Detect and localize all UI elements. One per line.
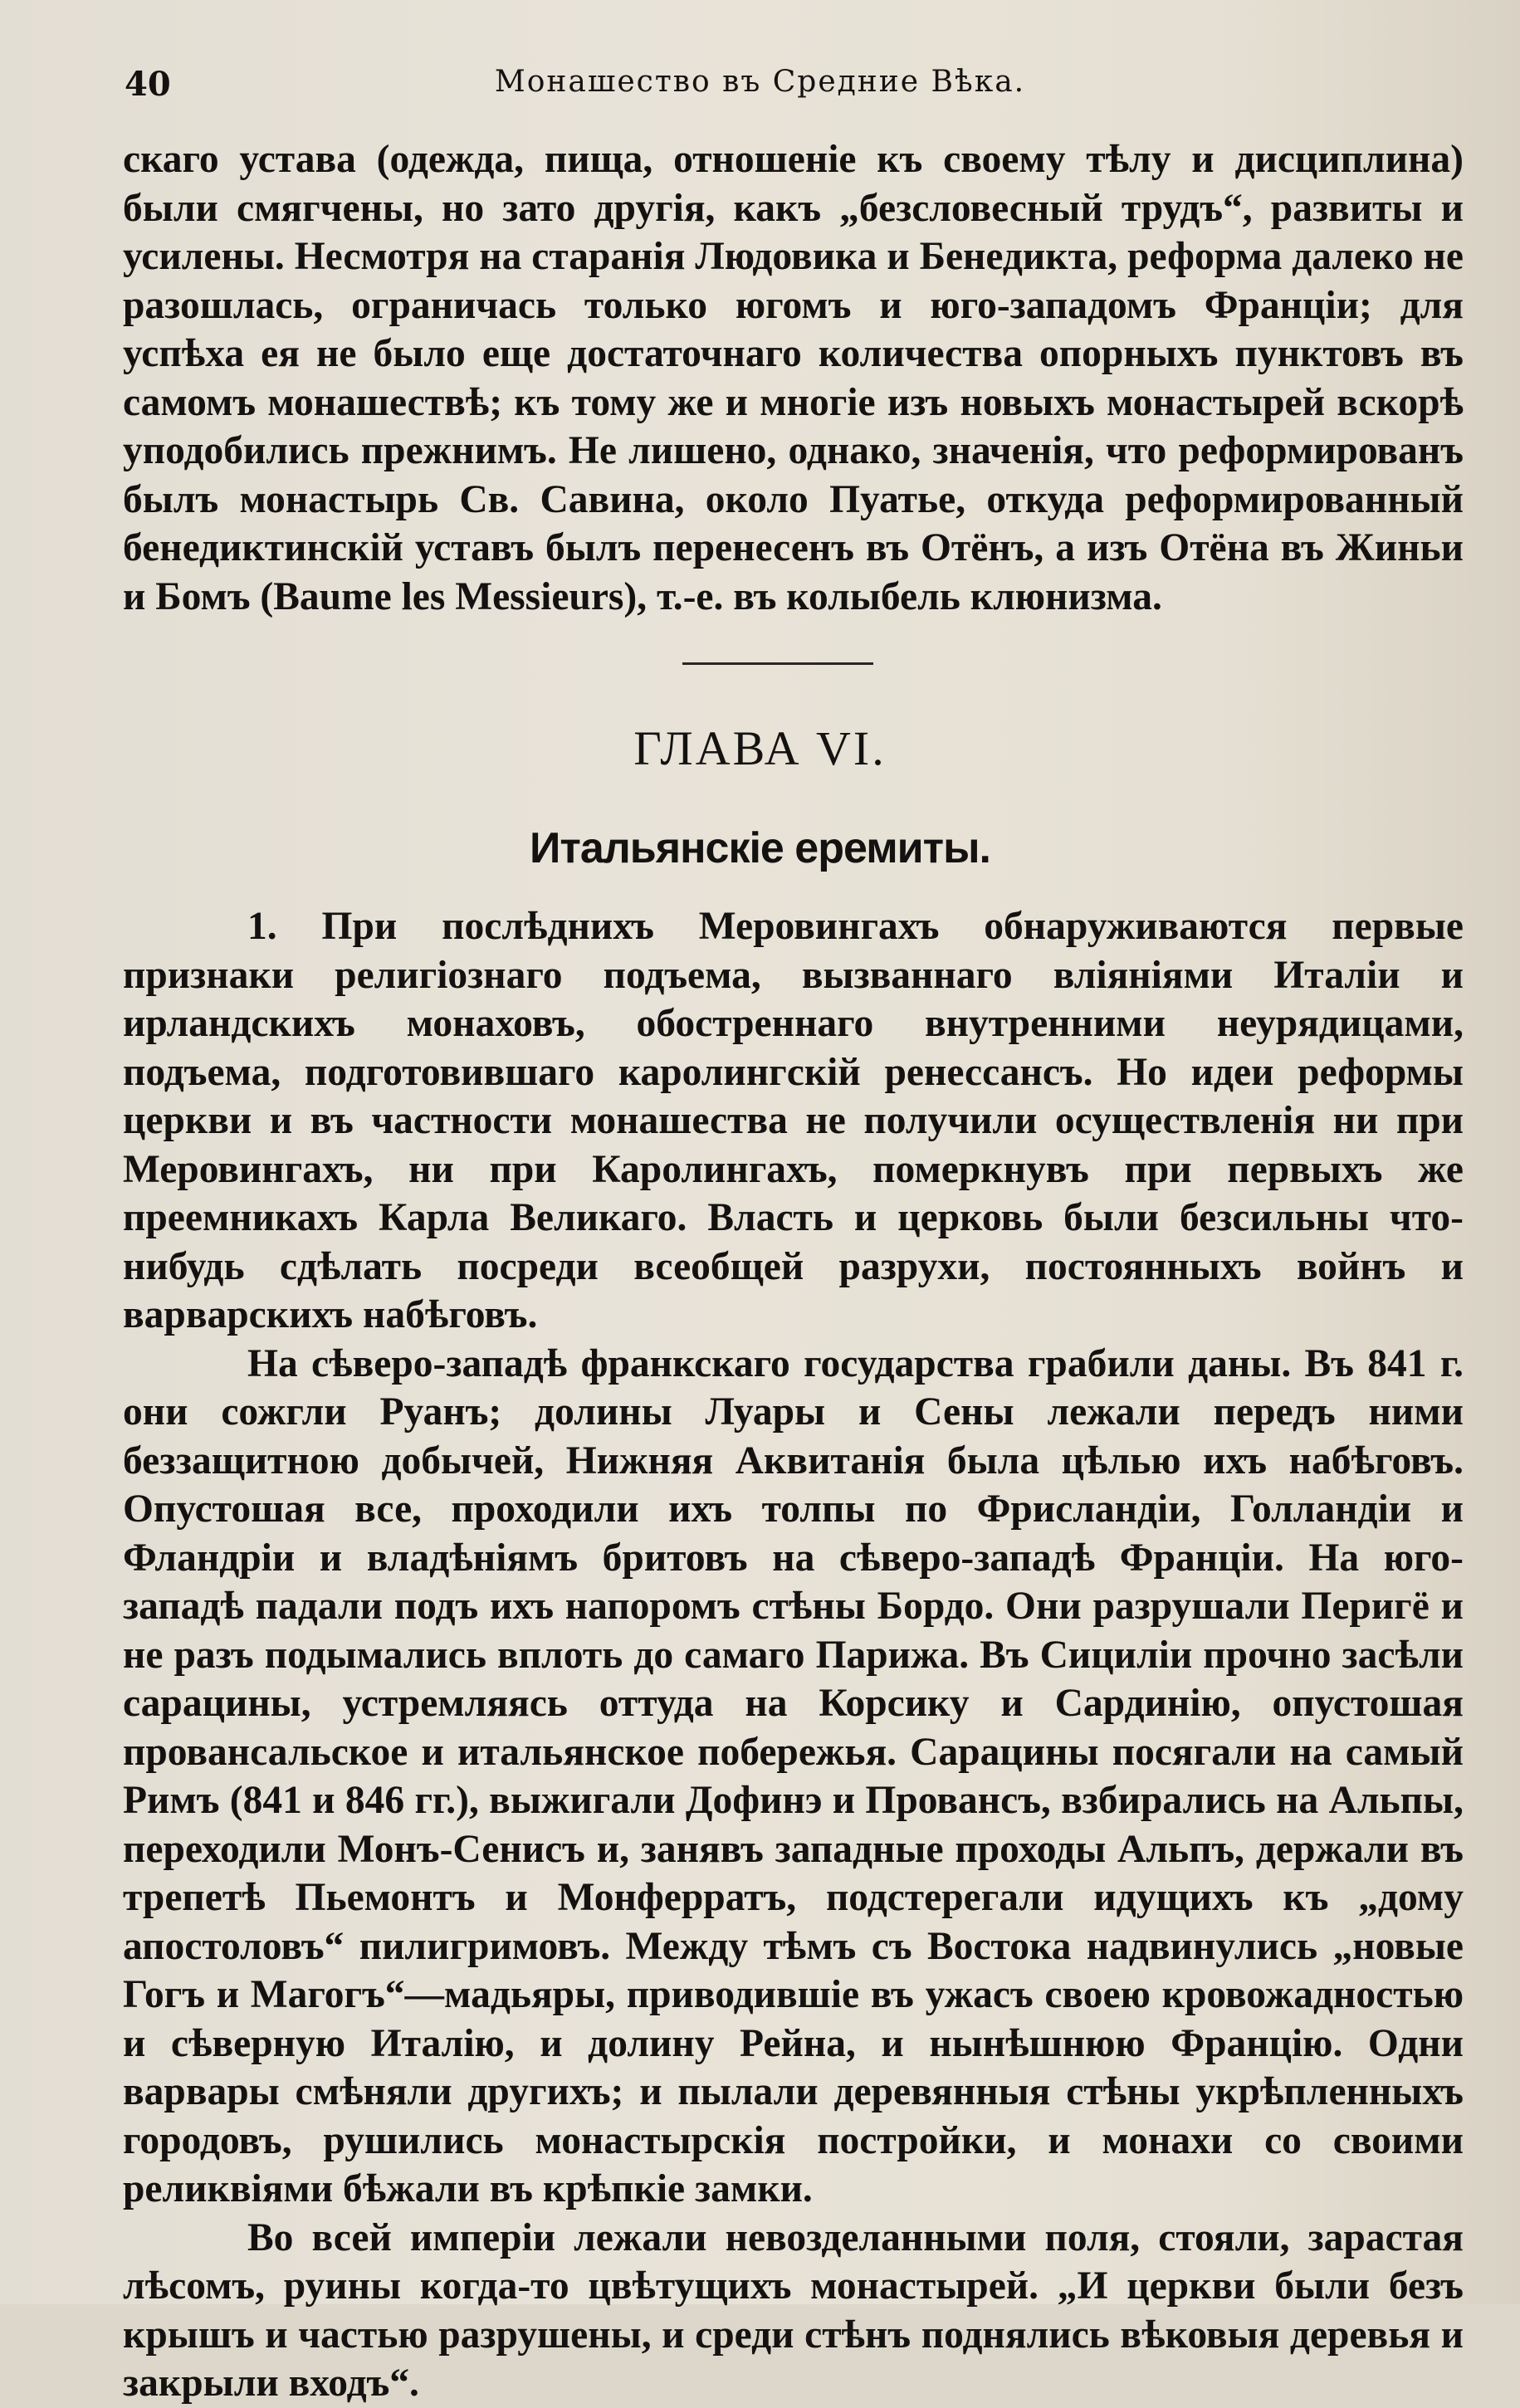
paragraph-2: На сѣверо-западѣ франкскаго государства грабили даны. Въ 841 г. они сожгли Руанъ; долины Луары и Сены лежали передъ ними беззащитною добычей, Нижняя Аквитанія была цѣлью ихъ набѣговъ. Опустошая все, проходили ихъ толпы по Фрисландіи, Голландіи и Фландріи и владѣніямъ бритовъ на сѣверо-западѣ Франціи. На юго-западѣ падали подъ ихъ напоромъ стѣны Бордо. Они разрушали Перигё и не разъ подымались вплоть до самаго Парижа. Въ Сициліи прочно засѣли сарацины, устремляясь оттуда на Корсику и Сардинію, опустошая провансальское и итальянское побережья. Сарацины посягали на самый Римъ (841 и 846 гг.), выжигали Дофинэ и Провансъ, взбирались на Альпы, переходили Монъ-Сенисъ и, занявъ западные проходы Альпъ, держали въ трепетѣ Пьемонтъ и Монферратъ, подстерегали идущихъ къ „дому апостоловъ“ пилигримовъ. Между тѣмъ съ Востока надвинулись „новые Гогъ и Магогъ“—мадьяры, приводившіе въ ужасъ своею кровожадностью и сѣверную Италію, и долину Рейна, и нынѣшнюю Францію. Одни варвары смѣняли другихъ; и пылали деревянныя стѣны укрѣпленныхъ городовъ, рушились монастырскія постройки, и монахи со своими реликвіями бѣжали въ крѣпкіе замки. [123,1341,1464,2210]
page-number: 40 [125,65,171,104]
chapter-title: ГЛАВА VI. [633,721,887,775]
running-title: Монашество въ Средние Вѣка. [494,65,1026,99]
paragraph-1: 1. При послѣднихъ Меровингахъ обнаруживаются первые признаки религіознаго подъема, вызваннаго вліяніями Италіи и ирландскихъ монаховъ, обостреннаго внутренними неурядицами, подъема, подготовившаго каролингскій ренессансъ. Но идеи реформы церкви и въ частности монашества не получили осуществленія ни при Меровингахъ, ни при Каролингахъ, померкнувъ при первыхъ же преемникахъ Карла Великаго. Власть и церковь были безсильны что-нибудь сдѣлать посреди всеобщей разрухи, постоянныхъ войнъ и варварскихъ набѣговъ. [123,905,1464,1336]
continuation-paragraph: скаго устава (одежда, пища, отношеніе къ своему тѣлу и дисциплина) были смягчены, но зато другія, какъ „безсловесный трудъ“, развиты и усилены. Несмотря на старанія Людовика и Бенедикта, реформа далеко не разошлась, ограничась только югомъ и юго-западомъ Франціи; для успѣха ея не было еще достаточнаго количества опорныхъ пунктовъ въ самомъ монашествѣ; къ тому же и многіе изъ новыхъ монастырей вскорѣ уподобились прежнимъ. Не лишено, однако, значенія, что реформированъ былъ монастырь Св. Савина, около Пуатье, откуда реформированный бенедиктинскій уставъ былъ перенесенъ въ Отёнъ, а изъ Отёна въ Жиньи и Бомъ (Baume les Messieurs), т.-е. въ колыбель клюнизма. [123,138,1464,618]
continuation-text-block [123,135,1464,621]
paragraph-3: Во всей имперіи лежали невозделанными поля, стояли, зарастая лѣсомъ, руины когда-то цвѣтущихъ монастырей. „И церкви были безъ крышъ и частью разрушены, и среди стѣнъ поднялись вѣковыя деревья и закрыли входъ“. [123,2215,1464,2405]
section-title: Итальянскіе еремиты. [530,824,990,872]
chapter-body [123,902,1464,2408]
section-divider-rule [682,662,873,665]
